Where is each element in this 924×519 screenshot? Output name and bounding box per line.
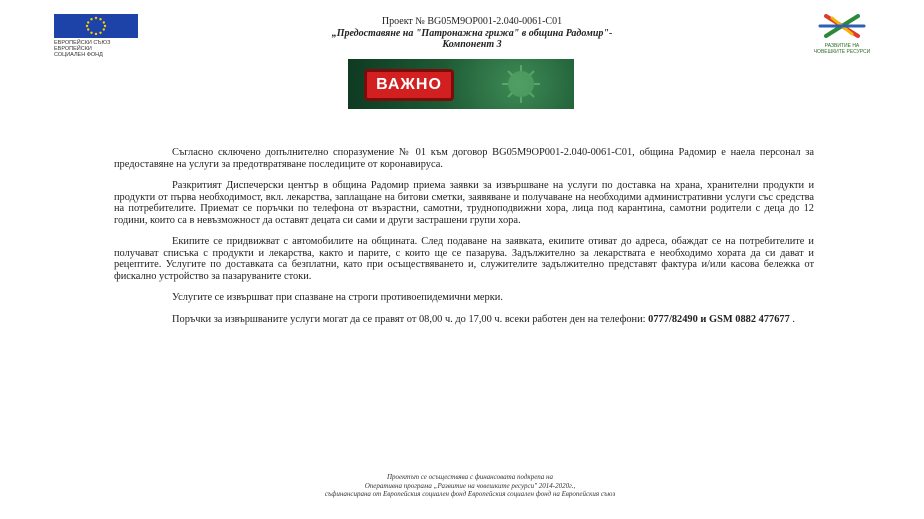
paragraph-measures: Услугите се извършват при спазване на строги противоепидемични мерки. bbox=[172, 292, 503, 303]
project-header bbox=[232, 16, 712, 51]
project-component: Компонент 3 bbox=[442, 39, 502, 50]
footer-line-2: Оперативна програма „Развитие на човешките ресурси" 2014-2020г., bbox=[364, 481, 576, 490]
eu-logo-caption: ЕВРОПЕЙСКИ СЪЮЗ ЕВРОПЕЙСКИ СОЦИАЛЕН ФОНД bbox=[54, 40, 111, 58]
project-number: Проект № BG05M9OP001-2.040-0061-C01 bbox=[381, 16, 563, 27]
funding-footer bbox=[180, 473, 760, 499]
paragraph-teams: Екипите се придвижват с автомобилите на общината. След подаване на заявката, екипите отиват до адреса, обаждат се на потребителите и получават списъка с продукти и лекарства, както и парите, с които ще се пазарува. Задължително за лекарствата е необходимо хората да си дават и рецептите. Услугите по доставката са безплатни, като при осъществяването и, служителите задължително представят фактура и/или касова бележка от фискално устройство за пазаруваните стоки. bbox=[114, 236, 814, 282]
eu-flag-icon bbox=[54, 14, 138, 38]
important-sign: ВАЖНО bbox=[364, 69, 454, 101]
hr-logo-caption: РАЗВИТИЕ НА ЧОВЕШКИТЕ РЕСУРСИ bbox=[813, 43, 871, 55]
coronavirus-icon bbox=[486, 63, 556, 105]
contacts-text: Поръчки за извършваните услуги могат да се правят от 08,00 ч. до 17,00 ч. всеки работен ден на телефони: bbox=[172, 313, 649, 325]
paragraph-contacts bbox=[114, 314, 814, 326]
important-banner bbox=[348, 59, 574, 109]
footer-line-3: съфинансирана от Европейския социален фонд Европейския социален фонд на Европейския съюз bbox=[324, 490, 616, 498]
contacts-end: . bbox=[789, 313, 796, 325]
footer-line-1: Проектът се осъществява с финансовата подкрепа на bbox=[386, 473, 554, 481]
announcement-body bbox=[114, 147, 814, 335]
eu-logo bbox=[54, 14, 144, 58]
project-title: „Предоставяне на "Патронажна грижа" в община Радомир"- bbox=[331, 27, 613, 39]
hr-program-emblem-icon bbox=[812, 14, 872, 38]
paragraph-agreement: Съгласно сключено допълнително споразумение № 01 към договор BG05M9OP001-2.040-0061-C01, община Радомир е наела персонал за предоставяне на услуги за предотвратяване последиците от коронавируса. bbox=[114, 147, 814, 170]
paragraph-dispatch-center: Разкритият Диспечерски център в община Радомир приема заявки за извършване на услуги по доставка на храна, хранителни продукти и продукти от първа необходимост, вкл. лекарства, заплащане на битови сметки, заявяване и получаване на необходими административни услуги със средства на потребителите. Приемат се поръчки по телефона от възрастни, самотни, трудноподвижни хора, лица под карантина, самотни родители с деца до 12 години, които са в невъзможност да оставят децата си сами и други застрашени групи хора. bbox=[114, 180, 814, 226]
phone-numbers: 0777/82490 и GSM 0882 477677 bbox=[648, 313, 790, 325]
human-resources-logo bbox=[794, 14, 890, 55]
